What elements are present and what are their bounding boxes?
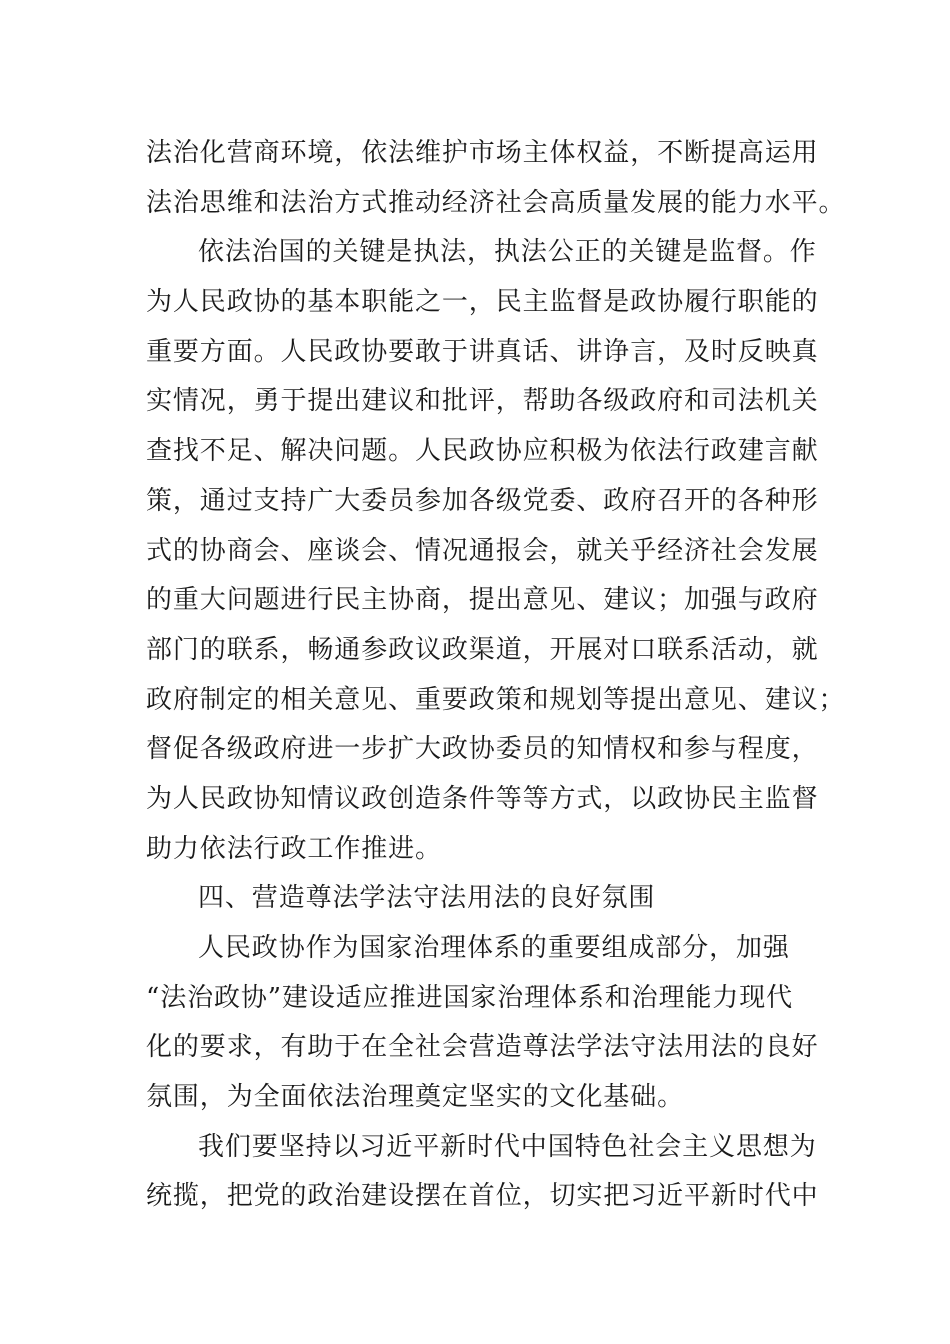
- text-line: 查找不足、解决问题。人民政协应积极为依法行政建言献: [146, 436, 819, 466]
- paragraph-first-line: 我们要坚持以习近平新时代中国特色社会主义思想为: [198, 1132, 817, 1162]
- text-line: 助力依法行政工作推进。: [146, 834, 442, 864]
- text-line: 重要方面。人民政协要敢于讲真话、讲诤言，及时反映真: [146, 337, 819, 367]
- text-line: 法治化营商环境，依法维护市场主体权益，不断提高运用: [146, 138, 819, 168]
- paragraph-first-line: 人民政协作为国家治理体系的重要组成部分，加强: [198, 933, 790, 963]
- text-line: 实情况，勇于提出建议和批评，帮助各级政府和司法机关: [146, 386, 819, 416]
- paragraph-first-line: 依法治国的关键是执法，执法公正的关键是监督。作: [198, 237, 817, 267]
- text-line: 化的要求，有助于在全社会营造尊法学法守法用法的良好: [146, 1032, 819, 1062]
- text-line: 统揽，把党的政治建设摆在首位，切实把习近平新时代中: [146, 1181, 819, 1211]
- text-line: 氛围，为全面依法治理奠定坚实的文化基础。: [146, 1082, 685, 1112]
- text-line: 督促各级政府进一步扩大政协委员的知情权和参与程度，: [146, 734, 819, 764]
- section-heading: 四、营造尊法学法守法用法的良好氛围: [198, 883, 656, 913]
- text-line: 政府制定的相关意见、重要政策和规划等提出意见、建议；: [146, 685, 846, 715]
- text-line: 部门的联系，畅通参政议政渠道，开展对口联系活动，就: [146, 635, 819, 665]
- text-line: 法治思维和法治方式推动经济社会高质量发展的能力水平。: [146, 188, 846, 218]
- text-line: 式的协商会、座谈会、情况通报会，就关乎经济社会发展: [146, 536, 819, 566]
- text-line: 的重大问题进行民主协商，提出意见、建议；加强与政府: [146, 585, 819, 615]
- text-line: 策，通过支持广大委员参加各级党委、政府召开的各种形: [146, 486, 819, 516]
- text-line: 为人民政协知情议政创造条件等等方式，以政协民主监督: [146, 784, 819, 814]
- text-line: 为人民政协的基本职能之一，民主监督是政协履行职能的: [146, 287, 819, 317]
- text-line: “法治政协”建设适应推进国家治理体系和治理能力现代: [146, 983, 794, 1013]
